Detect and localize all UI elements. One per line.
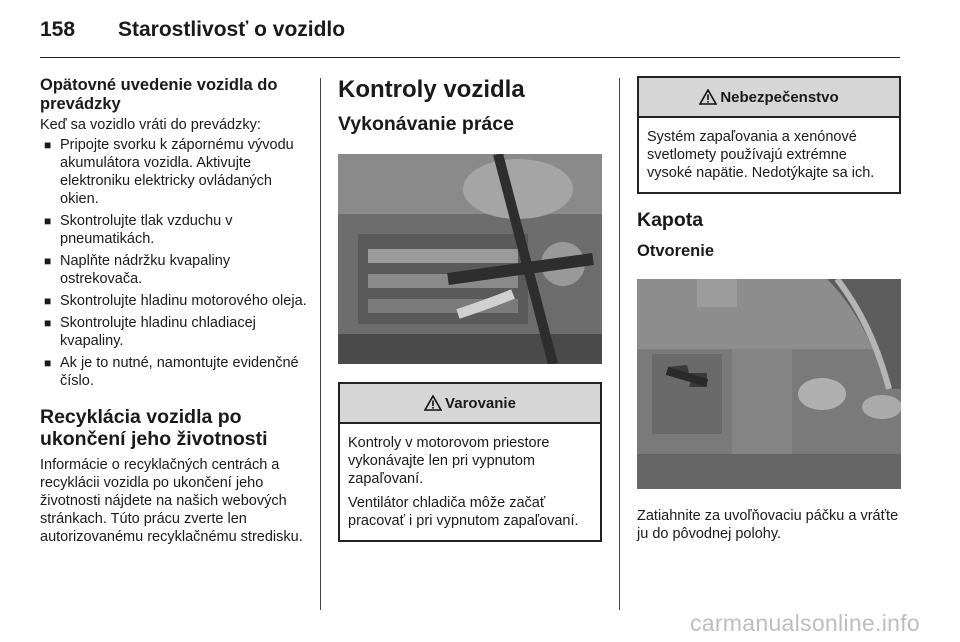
warning-box: [338, 382, 602, 542]
warning-paragraph: Ventilátor chladiča môže začať pracovať i pri vypnutom zapaľovaní.: [348, 495, 579, 529]
header-divider: [40, 57, 900, 58]
danger-heading: Nebezpečenstvo: [720, 88, 839, 106]
bullet-icon: ■: [44, 214, 52, 228]
watermark: carmanualsonline.info: [689, 610, 920, 636]
column-right: [637, 76, 903, 543]
bullet-icon: ■: [44, 316, 52, 330]
subsection-title-opening: Otvorenie: [637, 242, 715, 260]
list-item: ■ Naplňte nádržku kvapaliny ostrekovača.: [44, 253, 231, 287]
page-title: Starostlivosť o vozidlo: [118, 18, 346, 41]
recycling-text: Informácie o recyklačných centrách a recyklácii vozidla po ukončení jeho životnosti nájdete na našich webových stránkach. Túto prácu zverte len autorizovanému recyklačnému stredisku.: [40, 457, 303, 545]
section-title-recycling: Recyklácia vozidla po ukončení jeho životnosti: [40, 406, 268, 450]
warning-box-body: [340, 424, 600, 540]
warning-triangle-icon: [699, 89, 717, 105]
hood-release-illustration: [637, 279, 901, 489]
warning-heading: Varovanie: [445, 394, 516, 412]
bullet-icon: ■: [44, 138, 52, 152]
list-item: ■ Ak je to nutné, namontujte evidenčné číslo.: [44, 355, 299, 389]
danger-box-body: [639, 118, 899, 192]
warning-paragraph: Kontroly v motorovom priestore vykonávajte len pri vypnutom zapaľovaní.: [348, 435, 550, 487]
section-intro: Keď sa vozidlo vráti do prevádzky:: [40, 117, 261, 133]
engine-bay-illustration: [338, 154, 602, 364]
list-item: ■ Skontrolujte hladinu chladiacej kvapaliny.: [44, 315, 256, 349]
page-number: 158: [40, 18, 76, 41]
warning-box-header: [340, 384, 600, 424]
page-header: [40, 18, 345, 48]
hood-caption: Zatiahnite za uvoľňovaciu páčku a vráťte ju do pôvodnej polohy.: [637, 508, 899, 542]
danger-box: [637, 76, 901, 194]
bullet-icon: ■: [44, 356, 52, 370]
column-left: [40, 76, 308, 546]
warning-triangle-icon: [424, 395, 442, 411]
checklist: [40, 136, 308, 390]
list-item: ■ Skontrolujte hladinu motorového oleja.: [44, 293, 307, 309]
column-middle: [338, 76, 604, 542]
column-divider-2: [619, 78, 620, 610]
column-divider-1: [320, 78, 321, 610]
subsection-title-work: Vykonávanie práce: [338, 113, 514, 135]
section-title-hood: Kapota: [637, 209, 704, 231]
engine-bay-photo: [338, 154, 602, 364]
danger-box-header: [639, 78, 899, 118]
bullet-icon: ■: [44, 294, 52, 308]
section-title-recommissioning: Opätovné uvedenie vozidla do prevádzky: [40, 76, 278, 113]
bullet-icon: ■: [44, 254, 52, 268]
list-item: ■ Skontrolujte tlak vzduchu v pneumatikách.: [44, 213, 233, 247]
danger-text: Systém zapaľovania a xenónové svetlomety používajú extrémne vysoké napätie. Nedotýkajte sa ich.: [647, 129, 875, 181]
section-title-checks: Kontroly vozidla: [338, 76, 525, 103]
hood-release-photo: [637, 279, 901, 489]
list-item: ■ Pripojte svorku k zápornému vývodu akumulátora vozidla. Aktivujte elektroniku elektricky ovládaných okien.: [44, 137, 294, 207]
